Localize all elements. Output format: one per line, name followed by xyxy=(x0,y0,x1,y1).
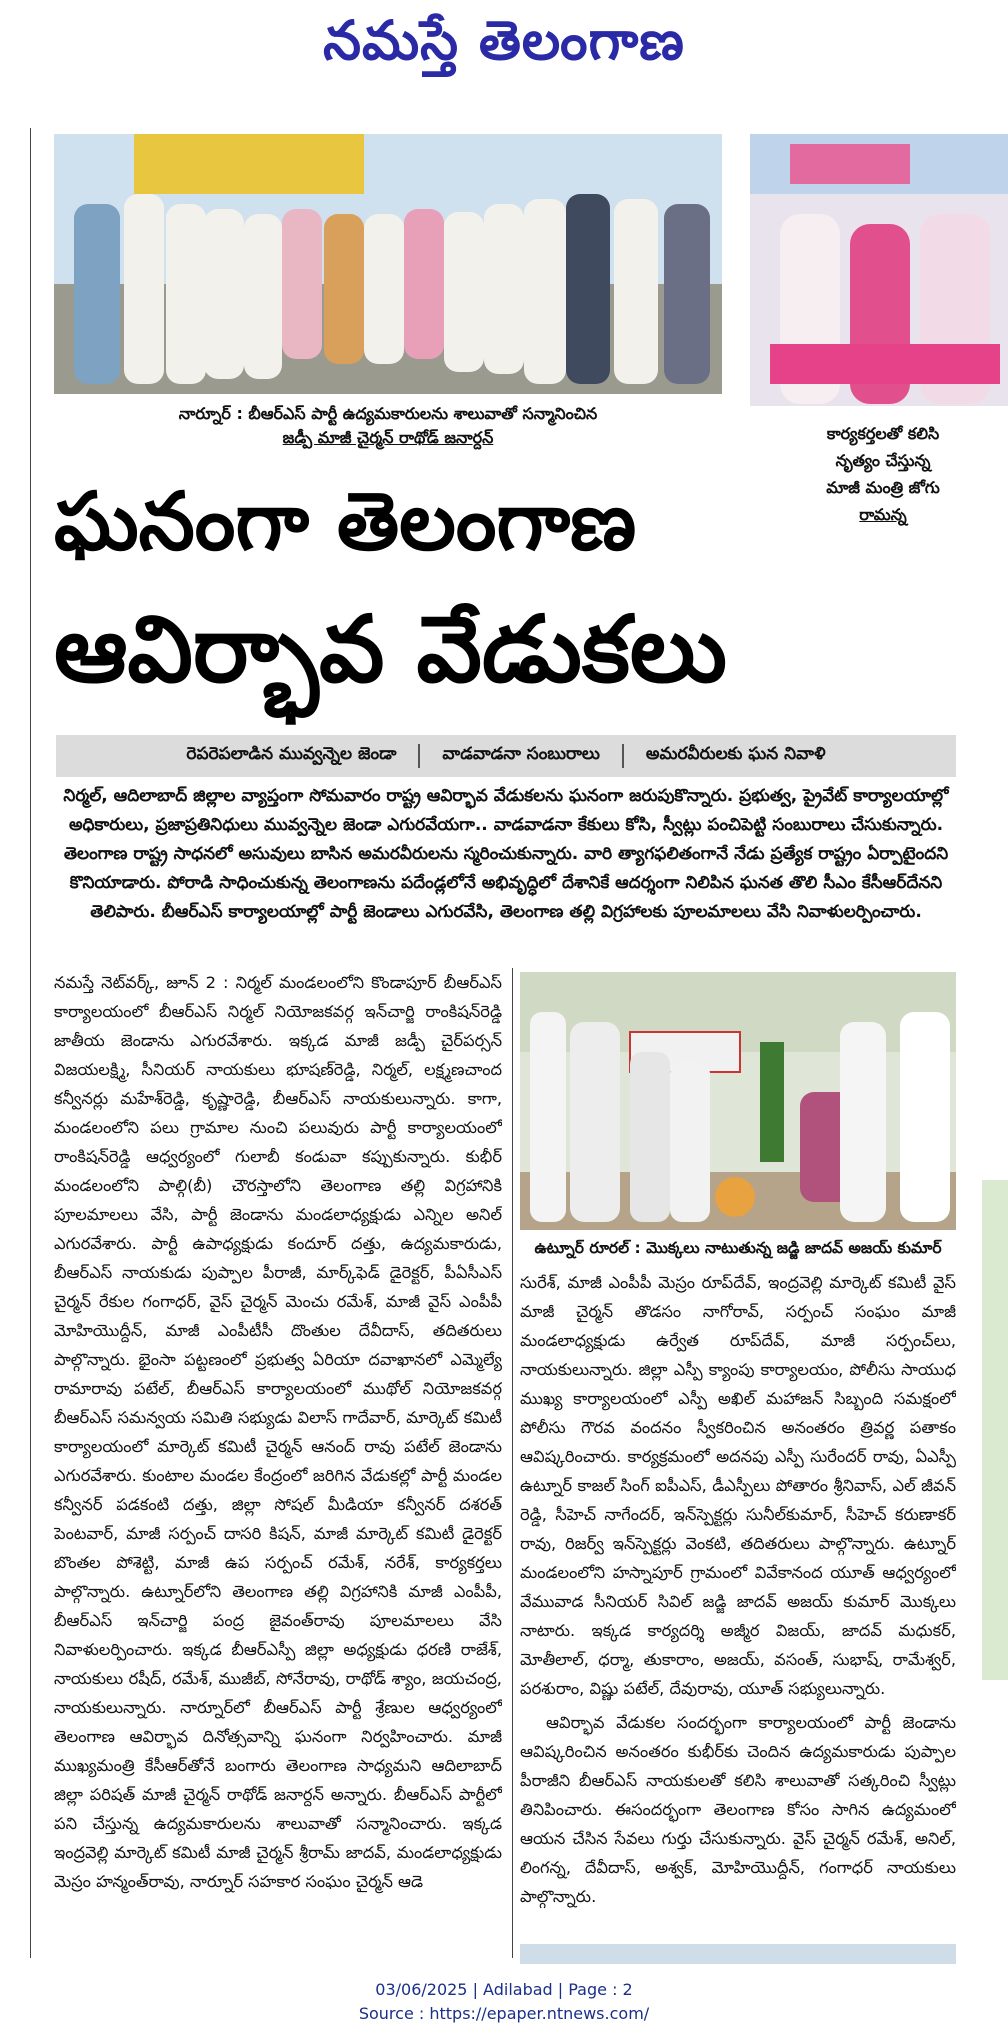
caption-line: నార్నూర్ : బీఆర్ఎస్ పార్టీ ఉద్యమకారులను శాలువాతో సన్మానించిన xyxy=(178,404,598,423)
intro-paragraph: నిర్మల్, ఆదిలాబాద్ జిల్లాల వ్యాప్తంగా సోమవారం రాష్ట్ర ఆవిర్భావ వేడుకలను ఘనంగా జరుపుకొన్నారు. ప్రభుత్వ, ప్రైవేట్ కార్యాలయాల్లో అధికారులు, ప్రజాప్రతినిధులు మువ్వన్నెల జెండా ఎగురవేయగా.. వాడవాడనా కేకులు కోసి, స్వీట్లు పంచిపెట్టి సంబురాలు చేసుకున్నారు. తెలంగాణ రాష్ట్ర సాధనలో అసువులు బాసిన అమరవీరులను స్మరించుకున్నారు. వారి త్యాగఫలితంగానే నేడు ప్రత్యేక రాష్ట్రం ఏర్పాటైందని కొనియాడారు. పోరాడి సాధించుకున్న తెలంగాణను పదేండ్లలోనే అభివృద్ధిలో దేశానికే ఆదర్శంగా నిలిపిన ఘనత తొలి సీఎం కేసీఆర్‌దేనని తెలిపారు. బీఆర్ఎస్ కార్యాలయాల్లో పార్టీ జెండాలు ఎగురవేసి, తెలంగాణ తల్లి విగ్రహాలకు పూలమాలలు వేసి నివాళులర్పించారు. xyxy=(63,786,949,922)
photo-planting xyxy=(520,972,956,1230)
photo-planting-caption: ఉట్నూర్ రూరల్ : మొక్కలు నాటుతున్న జడ్జి జాదవ్ అజయ్ కుమార్ xyxy=(534,1239,942,1257)
subhead-separator xyxy=(622,744,624,768)
next-photo-fragment xyxy=(520,1944,956,1964)
caption-line: జడ్పీ మాజీ చైర్మన్ రాథోడ్ జనార్దన్ xyxy=(282,428,494,447)
caption-line: రామన్న xyxy=(859,505,907,524)
subhead-item: అమరవీరులకు ఘన నివాళి xyxy=(645,744,826,764)
footer-source[interactable]: Source : https://epaper.ntnews.com/ xyxy=(358,2004,650,2023)
photo-felicitation xyxy=(54,134,722,394)
newspaper-title: నమస్తే తెలంగాణ xyxy=(323,8,685,72)
page-footer xyxy=(0,1978,1008,2026)
article-column-left: నమస్తే నెట్‌వర్క్, జూన్ 2 : నిర్మల్ మండలంలోని కొండాపూర్ బీఆర్ఎస్ కార్యాలయంలో బీఆర్ఎస్ నిర్మల్ నియోజకవర్గ ఇన్‌చార్జి రాంకిషన్‌రెడ్డి జాతీయ జెండాను ఎగురవేశారు. ఇక్కడ మాజీ జడ్పీ చైర్‌పర్సన్ విజయలక్ష్మి, సీనియర్ నాయకులు భూషణ్‌రెడ్డి, నిర్మల్, లక్ష్మణచాంద కన్వీనర్లు మహేశ్‌రెడ్డి, కృష్ణారెడ్డి, బీఆర్ఎస్ నాయకులున్నారు. కాగా, మండలంలోని పలు గ్రామాల నుంచి పలువురు పార్టీ కార్యాలయంలో రాంకిషన్‌రెడ్డి ఆధ్వర్యంలో గులాబీ కండువా కప్పుకున్నారు. కుభీర్ మండలంలోని పాల్గి(బీ) చౌరస్తాలోని తెలంగాణ తల్లి విగ్రహానికి పూలమాలలు వేసి, పార్టీ జెండాను మండలాధ్యక్షుడు ఎన్నిల అనిల్ ఎగురవేశారు. పార్టీ ఉపాధ్యక్షుడు కందూర్ దత్తు, ఉద్యమకారుడు, బీఆర్ఎస్ నాయకుడు పుప్పాల పీరాజీ, మార్క్‌ఫెడ్ డైరెక్టర్, పీఏసీఎస్ చైర్మన్ రేకుల గంగాధర్, వైస్ చైర్మన్ మెంచు రమేశ్, మాజీ వైస్ ఎంపీపీ మోహియొద్దీన్, మాజీ ఎంపీటీసీ దొంతుల దేవీదాస్, తదితరులు పాల్గొన్నారు. భైంసా పట్టణంలో ప్రభుత్వ ఏరియా దవాఖానలో ఎమ్మెల్యే రామారావు పటేల్, బీఆర్ఎస్ కార్యాలయంలో ముథోల్ నియోజకవర్గ బీఆర్ఎస్ సమన్వయ సమితి సభ్యుడు విలాస్ గాదేవార్, మార్కెట్ కమిటీ కార్యాలయంలో మార్కెట్ కమిటీ చైర్మన్ ఆనంద్ రావు పటేల్ జెండాను ఎగురవేశారు. కుంటాల మండల కేంద్రంలో జరిగిన వేడుకల్లో పార్టీ మండల కన్వీనర్ పడకంటి దత్తు, జిల్లా సోషల్ మీడియా కన్వీనర్ దశరత్ పెంటవార్, మాజీ సర్పంచ్ దాసరి కిషన్, మాజీ మార్కెట్ కమిటీ డైరెక్టర్ బొంతల పోశెట్టి, మాజీ ఉప సర్పంచ్ రమేశ్, నరేశ్, కార్యకర్తలు పాల్గొన్నారు. ఉట్నూర్‌లోని తెలంగాణ తల్లి విగ్రహానికి మాజీ ఎంపీపీ, బీఆర్ఎస్ ఇన్‌చార్జి పంద్ర జైవంత్‌రావు పూలమాలలు వేసి నివాళులర్పించారు. ఇక్కడ బీఆర్ఎస్పీ జిల్లా అధ్యక్షుడు ధరణి రాజేశ్, నాయకులు రషీద్, రమేశ్, ముజీబ్, సోనేరావు, రాథోడ్ శ్యాం, జయచంద్ర, నాయకులున్నారు. నార్నూర్‌లో బీఆర్ఎస్ పార్టీ శ్రేణుల ఆధ్వర్యంలో తెలంగాణ ఆవిర్భావ దినోత్సవాన్ని ఘనంగా నిర్వహించారు. మాజీ ముఖ్యమంత్రి కేసీఆర్‌తోనే బంగారు తెలంగాణ సాధ్యమని ఆదిలాబాద్ జిల్లా పరిషత్ మాజీ చైర్మన్ రాథోడ్ జనార్దన్ అన్నారు. బీఆర్ఎస్ పార్టీలో పని చేస్తున్న ఉద్యమకారులను శాలువాతో సన్మానించారు. ఇక్కడ ఇంద్రవెల్లి మార్కెట్ కమిటీ మాజీ చైర్మన్ శ్రీరామ్ జాదవ్, మండలాధ్యక్షుడు మెస్రం హన్మంత్‌రావు, నార్నూర్ సహకార సంఘం చైర్మన్ ఆడె xyxy=(54,973,502,1891)
article-column-right-paragraph-2: ఆవిర్భావ వేడుకల సందర్భంగా కార్యాలయంలో పార్టీ జెండాను ఆవిష్కరించిన అనంతరం కుభీర్‌కు చెందిన ఉద్యమకారుడు పుప్పాల పీరాజీని బీఆర్ఎస్ నాయకులతో కలిసి శాలువాతో సత్కరించి స్వీట్లు తినిపించారు. ఈసందర్భంగా తెలంగాణ కోసం సాగిన ఉద్యమంలో ఆయన చేసిన సేవలు గుర్తు చేసుకున్నారు. వైస్ చైర్మన్ రమేశ్, అనిల్, లింగన్న, దేవీదాస్, అశ్వక్, మోహియొద్దీన్, గంగాధర్ నాయకులు పాల్గొన్నారు. xyxy=(520,1713,956,1906)
masthead xyxy=(0,0,1008,80)
photo-felicitation-caption xyxy=(54,402,722,450)
photo-dance xyxy=(750,134,1008,406)
caption-line: కార్యకర్తలతో కలిసి xyxy=(826,424,940,443)
footer-date-edition: 03/06/2025 | Adilabad | Page : 2 xyxy=(375,1980,633,1999)
subhead-item: వాడవాడనా సంబురాలు xyxy=(442,744,600,764)
article-column-right: సురేశ్, మాజీ ఎంపీపీ మెస్రం రూప్‌దేవ్, ఇంద్రవెల్లి మార్కెట్ కమిటీ వైస్ మాజీ చైర్మన్ తొడసం నాగోరావ్, సర్పంచ్ సంఘం మాజీ మండలాధ్యక్షుడు ఉర్వేత రూప్‌దేవ్, మాజీ సర్పంచ్‌లు, నాయకులున్నారు. జిల్లా ఎస్పీ క్యాంపు కార్యాలయం, పోలీసు సాయుధ ముఖ్య కార్యాలయంలో ఎస్పీ అఖిల్ మహాజన్ సిబ్బంది సమక్షంలో పోలీసు గౌరవ వందనం స్వీకరించిన అనంతరం త్రివర్ణ పతాకం ఆవిష్కరించారు. కార్యక్రమంలో అదనపు ఎస్పీ సురేందర్ రావు, ఏఎస్పీ ఉట్నూర్ కాజల్ సింగ్ ఐపీఎస్, డీఎస్పీలు పోతారం శ్రీనివాస్, ఎల్ జీవన్ రెడ్డి, సీహెచ్ నాగేందర్, ఇన్‌స్పెక్టర్లు సునీల్‌కుమార్, సీహెచ్ కరుణాకర్ రావు, రిజర్వ్ ఇన్‌స్పెక్టర్లు వెంకటి, తదితరులు పాల్గొన్నారు. ఉట్నూర్ మండలంలోని హస్నాపూర్ గ్రామంలో వివేకానంద యూత్ ఆధ్వర్యంలో వేమువాడ సీనియర్ సివిల్ జడ్జి జాదవ్ అజయ్ కుమార్ మొక్కలు నాటారు. ఇక్కడ కార్యదర్శి అజ్మీర విజయ్, జాదవ్ మధుకర్, మోతీలాల్, ధర్మా, తుకారాం, అజయ్, వసంత్, సుభాష్, రామేశ్వర్, పరశురాం, విష్ణు పటేల్, దేవురావు, యూత్ సభ్యులున్నారు. xyxy=(520,1273,956,1698)
subhead-separator xyxy=(418,744,420,768)
adjacent-page-fragment xyxy=(982,1180,1008,1680)
subheads-bar xyxy=(56,735,956,777)
caption-line: మాజీ మంత్రి జోగు xyxy=(826,478,940,497)
headline-line-2: ఆవిర్భావ వేడుకలు xyxy=(54,596,727,703)
column-divider-left xyxy=(30,128,31,1958)
headline-line-1: ఘనంగా తెలంగాణ xyxy=(54,475,637,568)
column-divider xyxy=(512,968,513,1958)
photo-dance-caption xyxy=(778,420,988,528)
caption-line: నృత్యం చేస్తున్న xyxy=(835,451,931,470)
subhead-item: రెపరెపలాడిన మువ్వన్నెల జెండా xyxy=(186,744,397,764)
